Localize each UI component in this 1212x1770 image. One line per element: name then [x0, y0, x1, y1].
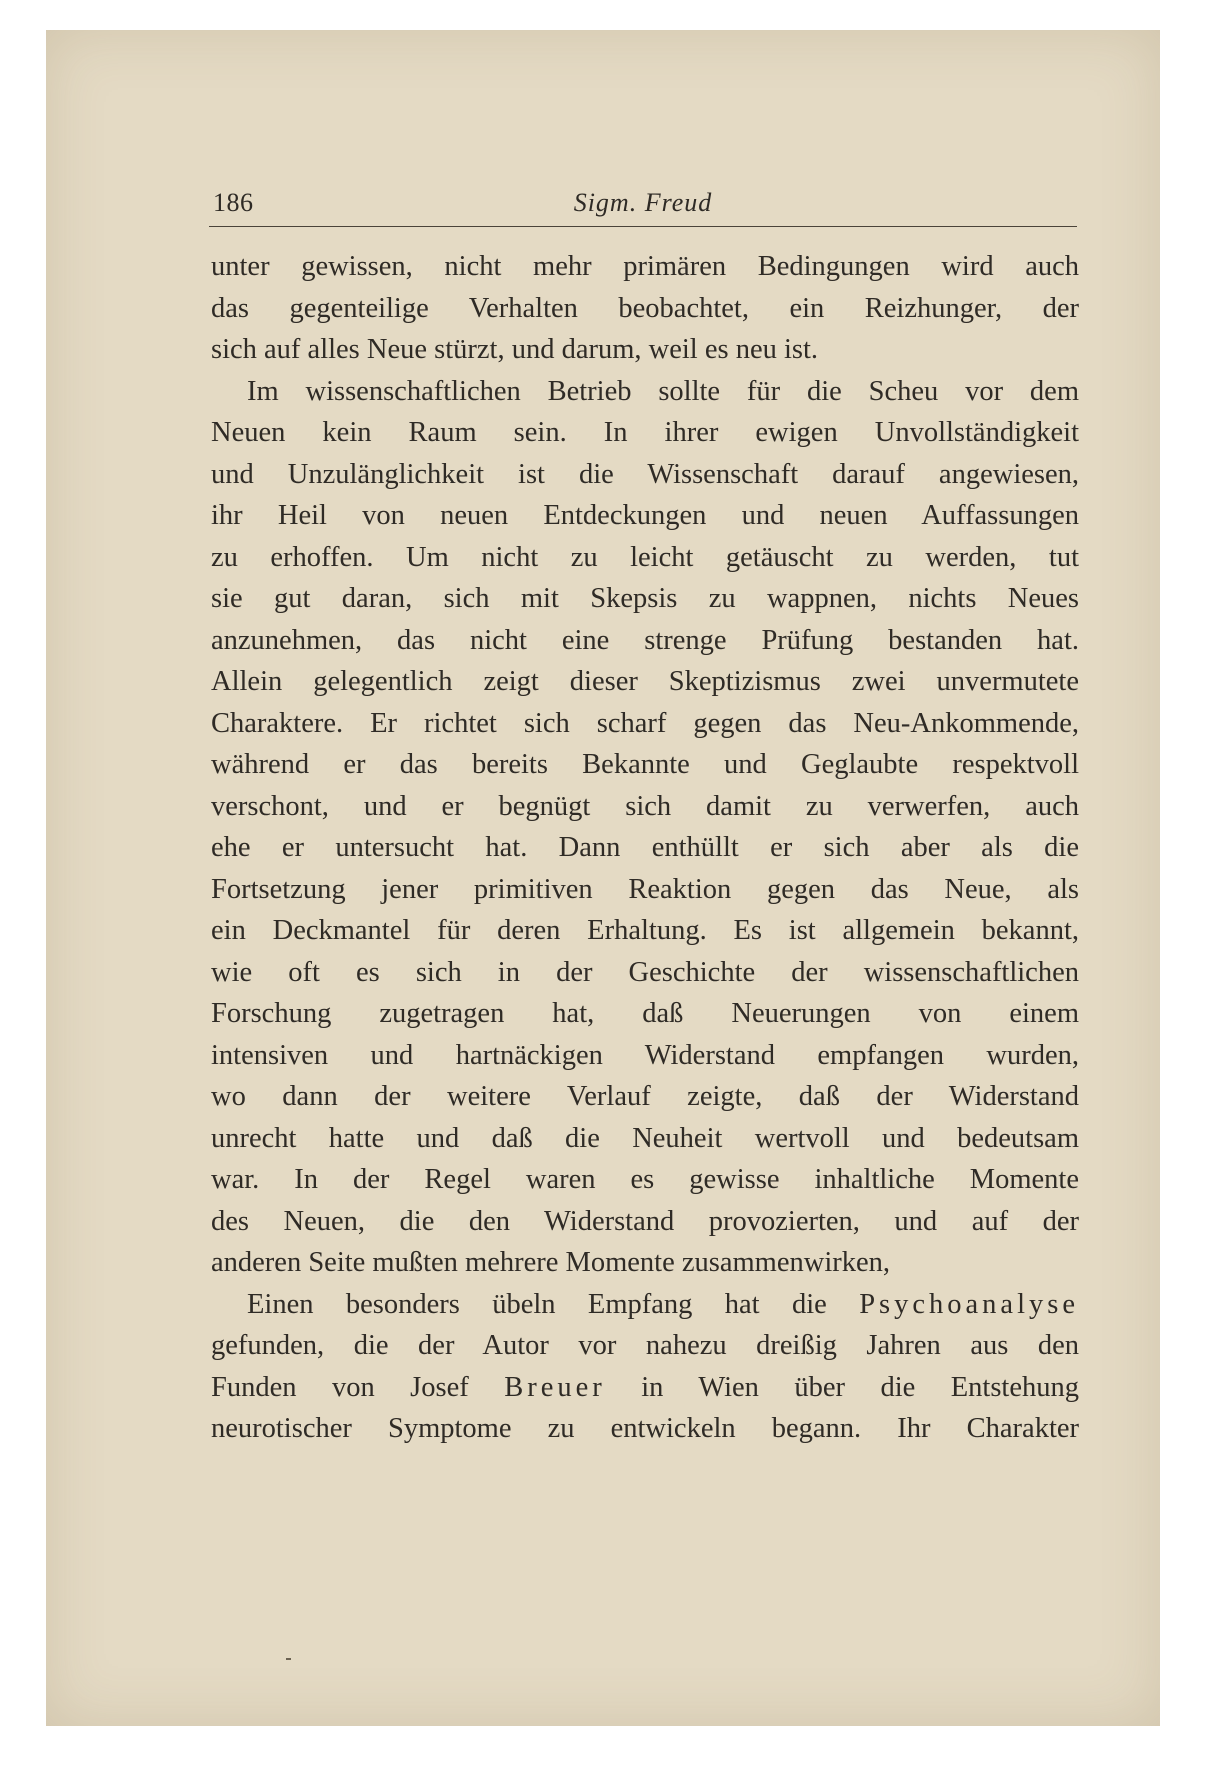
paragraph-1 [211, 246, 1079, 371]
text-line: Allein gelegentlich zeigt dieser Skeptizismus zwei unvermutete [211, 666, 1079, 697]
line-text: Funden von Josef [211, 1371, 505, 1403]
text-line: Neuen kein Raum sein. In ihrer ewigen Unvollständigkeit [211, 417, 1079, 448]
text-line: war. In der Regel waren es gewisse inhaltliche Momente [211, 1164, 1079, 1195]
text-line: Im wissenschaftlichen Betrieb sollte für die Scheu vor dem [247, 375, 1079, 407]
text-line: das gegenteilige Verhalten beobachtet, ein Reizhunger, der [211, 292, 1079, 324]
text-line: während er das bereits Bekannte und Geglaubte respektvoll [211, 749, 1079, 780]
text-line: Fortsetzung jener primitiven Reaktion gegen das Neue, als [211, 873, 1079, 905]
text-line: verschont, und er begnügt sich damit zu verwerfen, auch [211, 790, 1079, 822]
text-line: Charaktere. Er richtet sich scharf gegen das Neu-Ankommende, [211, 707, 1079, 739]
emphasized-term: Psychoanalyse [859, 1288, 1079, 1320]
emphasized-name: Breuer [504, 1371, 606, 1403]
text-line: intensiven und hartnäckigen Widerstand empfangen wurden, [211, 1039, 1079, 1071]
text-line: gefunden, die der Autor vor nahezu dreißig Jahren aus den [211, 1330, 1079, 1361]
line-text: Einen besonders übeln Empfang hat die [247, 1288, 860, 1320]
text-line: neurotischer Symptome zu entwickeln begann. Ihr Charakter [211, 1413, 1079, 1444]
scan-speck [286, 1658, 291, 1660]
text-line: zu erhoffen. Um nicht zu leicht getäuscht zu werden, tut [211, 541, 1079, 573]
text-line: ein Deckmantel für deren Erhaltung. Es ist allgemein bekannt, [211, 915, 1079, 946]
page-header [209, 186, 1077, 227]
text-line: unter gewissen, nicht mehr primären Bedingungen wird auch [211, 251, 1079, 282]
text-line: ihr Heil von neuen Entdeckungen und neuen Auffassungen [211, 500, 1079, 531]
body-text [211, 246, 1079, 1450]
line-text: in Wien über die Entstehung [605, 1371, 1079, 1403]
text-line: und Unzulänglichkeit ist die Wissenschaft darauf angewiesen, [211, 458, 1079, 490]
text-line [211, 1284, 1079, 1326]
paragraph-2 [211, 371, 1079, 1284]
page-number: 186 [213, 188, 254, 217]
text-line [211, 1367, 1079, 1409]
text-line: sich auf alles Neue stürzt, und darum, weil es neu ist. [211, 334, 819, 365]
text-line: unrecht hatte und daß die Neuheit wertvoll und bedeutsam [211, 1122, 1079, 1154]
text-line: sie gut daran, sich mit Skepsis zu wappnen, nichts Neues [211, 583, 1079, 614]
text-line: anzunehmen, das nicht eine strenge Prüfung bestanden hat. [211, 624, 1079, 656]
text-line: wie oft es sich in der Geschichte der wissenschaftlichen [211, 956, 1079, 988]
text-line: ehe er untersucht hat. Dann enthüllt er sich aber als die [211, 832, 1079, 863]
text-line: wo dann der weitere Verlauf zeigte, daß der Widerstand [211, 1081, 1079, 1112]
paragraph-3 [211, 1284, 1079, 1450]
text-line: Forschung zugetragen hat, daß Neuerungen von einem [211, 998, 1079, 1029]
text-line: des Neuen, die den Widerstand provozierten, und auf der [211, 1205, 1079, 1237]
running-head: Sigm. Freud [573, 188, 713, 217]
text-line: anderen Seite mußten mehrere Momente zusammenwirken, [211, 1247, 891, 1278]
